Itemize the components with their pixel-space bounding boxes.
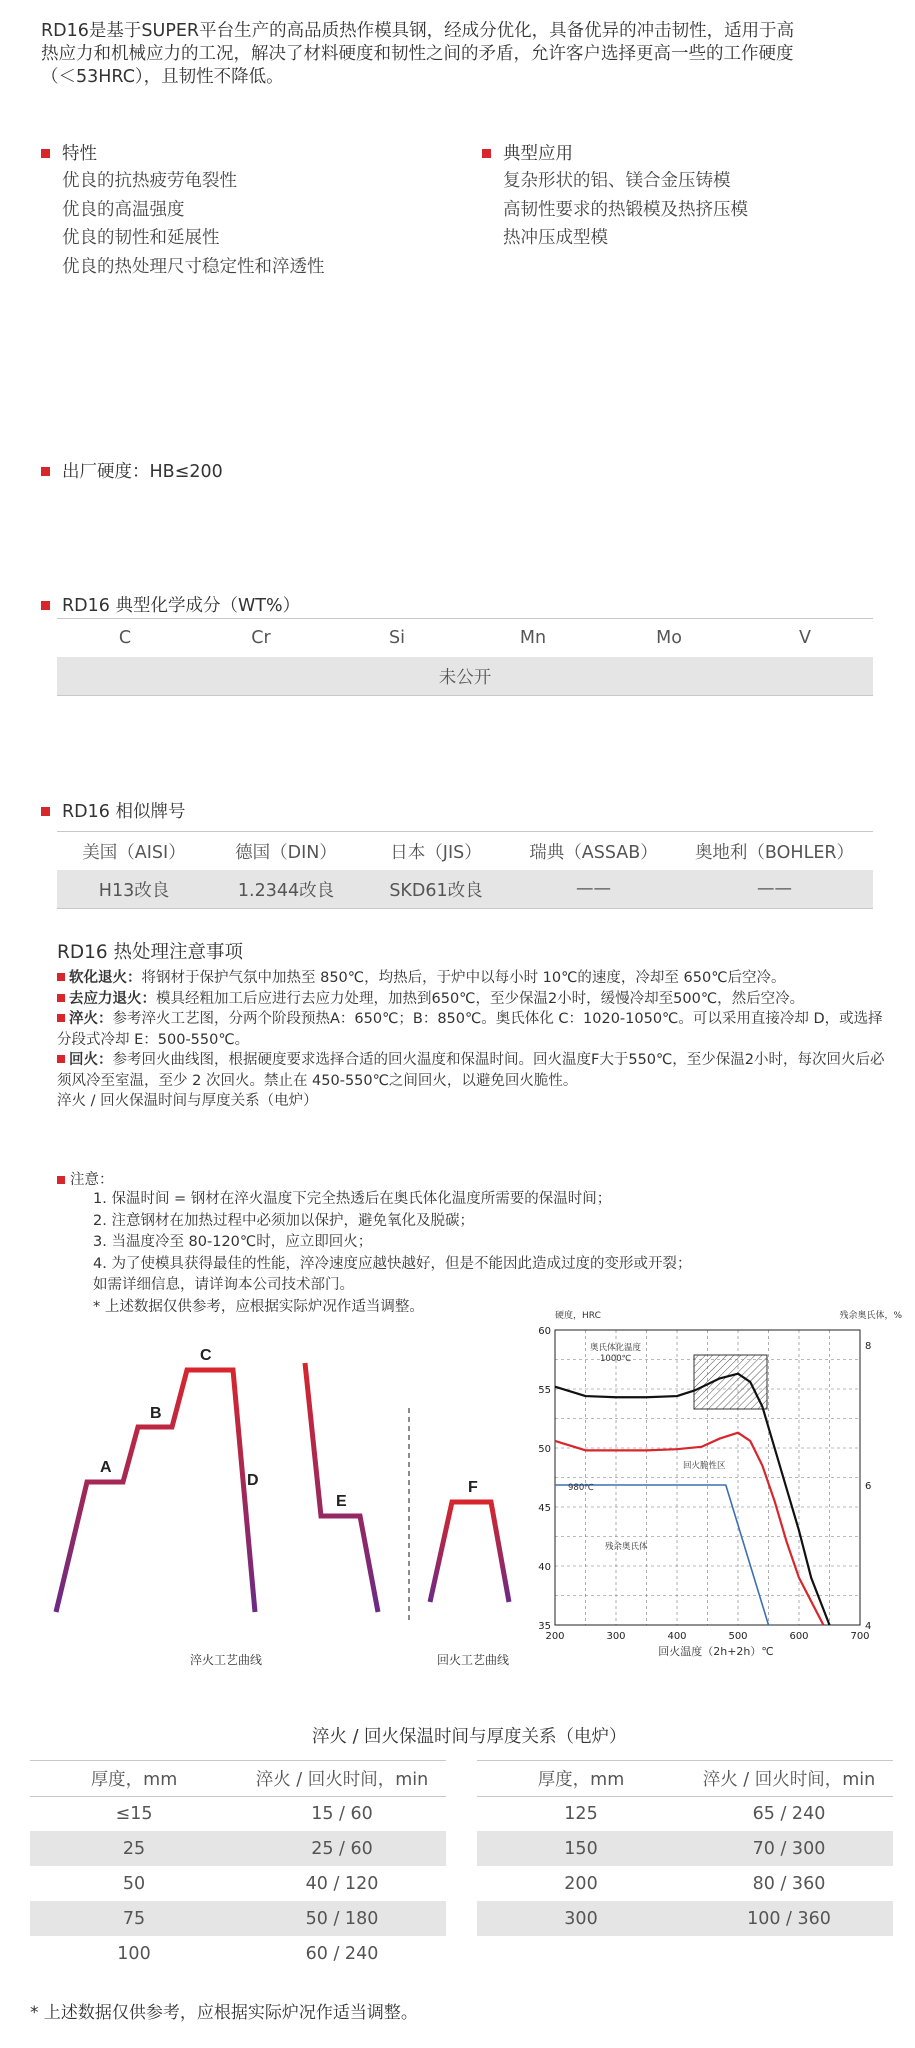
red-square-icon	[41, 149, 50, 158]
y-tick-label: 55	[538, 1385, 551, 1396]
quench-paragraph: 淬火：参考淬火工艺图，分两个阶段预热A：650℃；B：850℃。奥氏体化 C：1020-1050℃。可以采用直接冷却 D，或选择分段式冷却 E：500-550℃。	[57, 1011, 883, 1048]
table-cell: 50 / 180	[305, 1908, 379, 1929]
table-cell: 300	[564, 1908, 598, 1929]
table-cell: 200	[564, 1873, 598, 1894]
series-line-0	[555, 1374, 830, 1625]
table-header-cell: 厚度，mm	[90, 1770, 178, 1790]
table-header-row	[477, 1761, 893, 1796]
table-cell: 100	[117, 1943, 151, 1964]
list-item: 优良的抗热疲劳龟裂性	[62, 171, 237, 191]
table-row	[477, 1866, 893, 1901]
table-header-cell: 德国（DIN）	[235, 842, 337, 863]
list-item: * 上述数据仅供参考，应根据实际炉况作适当调整。	[93, 1298, 424, 1315]
table-cell: ≤15	[115, 1803, 153, 1824]
x-tick-label: 400	[667, 1631, 687, 1642]
heat-treatment-title: RD16 热处理注意事项	[57, 942, 244, 963]
y-tick-label: 40	[538, 1562, 551, 1573]
red-square-icon	[482, 149, 491, 158]
red-square-icon	[41, 601, 50, 610]
red-square-icon	[57, 973, 65, 981]
table-row	[30, 1901, 446, 1936]
list-item: 3. 当温度冷至 80-120℃时，应立即回火；	[93, 1234, 373, 1250]
x-tick-label: 700	[850, 1631, 870, 1642]
y-tick-label: 35	[538, 1621, 551, 1632]
features-list	[62, 167, 325, 281]
process-label-a: A	[100, 1459, 112, 1476]
table-header-row	[30, 1761, 446, 1796]
table-cell: ——	[576, 879, 611, 899]
red-square-icon	[57, 1055, 65, 1063]
table-cell: 100 / 360	[747, 1908, 831, 1929]
table-row	[477, 1901, 893, 1936]
grades-heading: RD16 相似牌号	[41, 798, 185, 823]
x-tick-label: 600	[789, 1631, 809, 1642]
table-header-cell: Mn	[519, 628, 547, 648]
x-tick-label: 300	[606, 1631, 626, 1642]
table-header-row	[57, 619, 873, 657]
red-square-icon	[57, 994, 65, 1002]
table-row	[30, 1936, 446, 1971]
list-item: 优良的高温强度	[62, 199, 185, 220]
notes-list	[93, 1189, 691, 1318]
table-cell: 50	[122, 1873, 146, 1894]
table-row	[477, 1831, 893, 1866]
table-cell: 65 / 240	[752, 1803, 826, 1824]
table-row	[30, 1831, 446, 1866]
table-cell: 25	[122, 1838, 146, 1859]
process-label-c: C	[200, 1347, 212, 1364]
table-row	[57, 870, 873, 908]
list-item: 热冲压成型模	[503, 228, 608, 248]
thickness-table-title: 淬火 / 回火保温时间与厚度关系（电炉）	[312, 1727, 627, 1747]
table-header-cell: Si	[389, 628, 405, 648]
annealing-paragraph: 软化退火：将钢材于保护气氛中加热至 850℃，均热后，于炉中以每小时 10℃的速度，冷却至 650℃后空冷。	[57, 968, 887, 989]
footer-note: * 上述数据仅供参考，应根据实际炉况作适当调整。	[30, 2003, 418, 2023]
y2-tick-label: 8	[865, 1341, 872, 1352]
table-row	[30, 1866, 446, 1901]
chart-y2label: 残余奥氏体，%	[839, 1311, 902, 1321]
series-line-2	[555, 1485, 769, 1625]
table-cell: 15 / 60	[311, 1803, 373, 1824]
table-header-cell: 淬火 / 回火时间，min	[702, 1770, 876, 1790]
features-heading: 特性	[41, 140, 97, 165]
composition-heading: RD16 典型化学成分（WT%）	[41, 592, 300, 617]
table-cell: 40 / 120	[305, 1873, 379, 1894]
process-diagram	[0, 1330, 530, 1680]
thickness-table-left	[30, 1761, 446, 1971]
table-header-cell: 淬火 / 回火时间，min	[255, 1770, 429, 1790]
table-row	[57, 657, 873, 695]
list-item: 复杂形状的铝、镁合金压铸模	[503, 171, 731, 191]
annotation-brittleness: 回火脆性区	[683, 1461, 726, 1471]
table-header-cell: V	[799, 628, 811, 648]
table-cell: H13改良	[98, 880, 170, 901]
x-tick-label: 200	[545, 1631, 565, 1642]
stress-relief-paragraph: 去应力退火：模具经粗加工后应进行去应力处理，加热到650℃，至少保温2小时，缓慢冷却至500℃，然后空冷。	[57, 989, 887, 1010]
table-cell: 125	[564, 1803, 598, 1824]
composition-table	[57, 619, 873, 695]
applications-heading: 典型应用	[482, 140, 573, 165]
table-cell: 70 / 300	[752, 1838, 826, 1859]
red-square-icon	[41, 807, 50, 816]
table-header-cell: 日本（JIS）	[390, 842, 482, 863]
red-square-icon	[57, 1014, 65, 1022]
process-label-b: B	[150, 1405, 162, 1422]
list-item: 如需详细信息，请详询本公司技术部门。	[93, 1277, 354, 1293]
hardness-heading: 出厂硬度：HB≤200	[41, 458, 223, 483]
process-label-f: F	[468, 1479, 478, 1496]
red-square-icon	[41, 467, 50, 476]
intro-paragraph: RD16是基于SUPER平台生产的高品质热作模具钢，经成分优化，具备优异的冲击韧性，适用于高热应力和机械应力的工况，解决了材料硬度和韧性之间的矛盾，允许客户选择更高一些的工作硬度（＜53HRC），且韧性不降低。	[41, 21, 795, 87]
red-square-icon	[57, 1176, 65, 1184]
table-header-cell: C	[118, 628, 132, 648]
table-header-cell: 美国（AISI）	[82, 842, 186, 863]
table-header-cell: Mo	[656, 628, 682, 648]
cooling-process-curve	[305, 1363, 378, 1612]
y2-tick-label: 4	[865, 1621, 872, 1632]
tempering-chart	[520, 1300, 905, 1680]
temper-paragraph: 回火：参考回火曲线图，根据硬度要求选择合适的回火温度和保温时间。回火温度F大于550℃，至少保温2小时，每次回火后必须风冷至室温，至少 2 次回火。禁止在 450-550℃之间回火，以避免回火脆性。	[57, 1052, 885, 1089]
table-header-cell: 厚度，mm	[537, 1770, 625, 1790]
table-row	[477, 1796, 893, 1831]
table-cell: ——	[757, 879, 792, 899]
thickness-table-right	[477, 1761, 893, 1936]
annotation-980: 980℃	[568, 1483, 594, 1493]
table-cell: 150	[564, 1838, 598, 1859]
table-header-cell: 奥地利（BOHLER）	[694, 842, 855, 863]
list-item: 优良的韧性和延展性	[62, 228, 220, 248]
quench-caption: 淬火工艺曲线	[190, 1653, 263, 1667]
annotation-retained-austenite: 残余奥氏体	[605, 1542, 648, 1552]
temper-process-curve	[430, 1502, 509, 1602]
process-label-d: D	[247, 1472, 259, 1489]
chart-ylabel: 硬度，HRC	[555, 1311, 601, 1321]
table-cell: 25 / 60	[311, 1838, 373, 1859]
table-cell: 未公开	[438, 667, 492, 688]
list-item: 2. 注意钢材在加热过程中必须加以保护，避免氧化及脱碳；	[93, 1212, 474, 1229]
heat-treatment-text	[57, 968, 887, 1112]
annotation-austenitizing: 奥氏体化温度	[590, 1343, 642, 1353]
table-header-cell: 瑞典（ASSAB）	[529, 842, 658, 863]
annotation-1000: 1000℃	[600, 1354, 632, 1364]
list-item: 1. 保温时间 = 钢材在淬火温度下完全热透后在奥氏体化温度所需要的保温时间；	[93, 1191, 612, 1207]
table-header-row	[57, 832, 873, 870]
chart-series	[555, 1374, 830, 1625]
temper-brittleness-zone	[694, 1355, 767, 1409]
chart-xlabel: 回火温度（2h+2h）℃	[658, 1645, 774, 1658]
list-item: 4. 为了使模具获得最佳的性能，淬冷速度应越快越好，但是不能因此造成过度的变形或开裂；	[93, 1255, 692, 1272]
list-item: 优良的热处理尺寸稳定性和淬透性	[62, 256, 325, 277]
table-cell: 75	[122, 1908, 146, 1929]
table-cell: 80 / 360	[752, 1873, 826, 1894]
temper-caption: 回火工艺曲线	[437, 1653, 510, 1667]
y-tick-label: 45	[538, 1503, 551, 1514]
y2-tick-label: 6	[865, 1481, 872, 1492]
x-tick-label: 500	[728, 1631, 748, 1642]
table-row	[30, 1796, 446, 1831]
y-tick-label: 60	[538, 1326, 551, 1337]
applications-list	[503, 167, 748, 253]
table-cell: 60 / 240	[305, 1943, 379, 1964]
list-item: 高韧性要求的热锻模及热挤压模	[503, 199, 748, 220]
table-header-cell: Cr	[251, 628, 271, 648]
y-tick-label: 50	[538, 1444, 551, 1455]
grades-table	[57, 832, 873, 908]
table-cell: 1.2344改良	[237, 880, 335, 901]
notes-heading: 注意：	[57, 1168, 114, 1189]
process-label-e: E	[336, 1493, 347, 1510]
table-cell: SKD61改良	[389, 880, 483, 901]
relation-note: 淬火 / 回火保温时间与厚度关系（电炉）	[57, 1093, 318, 1109]
